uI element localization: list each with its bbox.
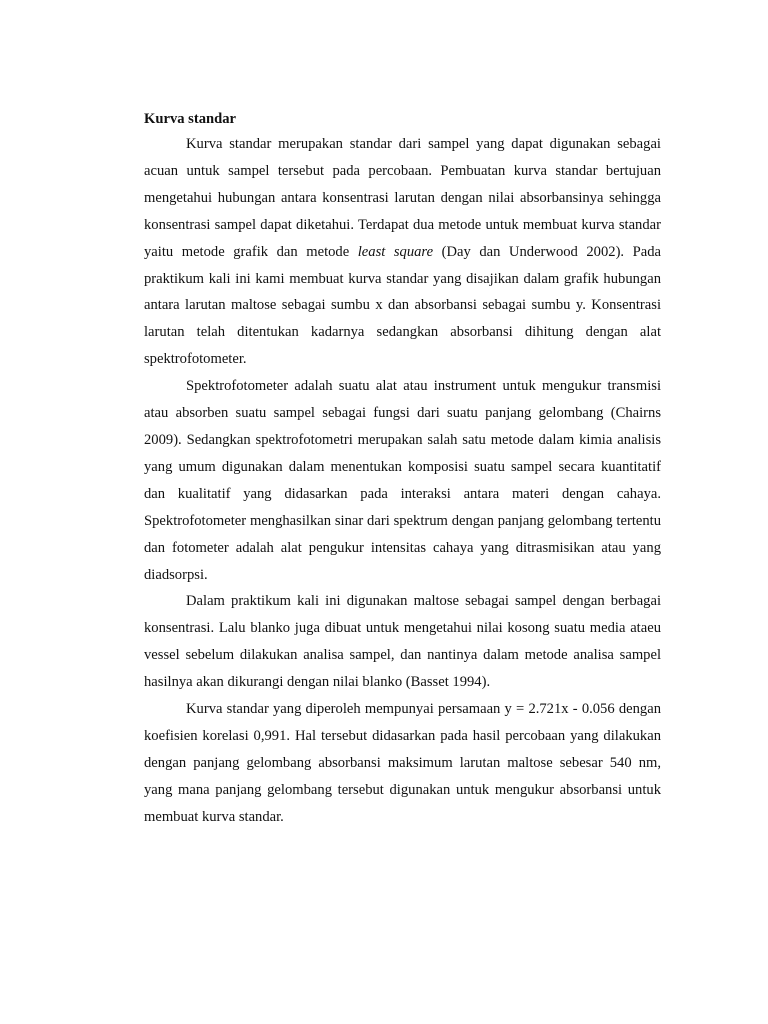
paragraph-1: [144, 131, 661, 373]
paragraph-3: Dalam praktikum kali ini digunakan maltose sebagai sampel dengan berbagai konsentrasi. Lalu blanko juga dibuat untuk mengetahui nilai kosong suatu media ataeu vessel sebelum dilakukan analisa sampel, dan nantinya dalam metode analisa sampel hasilnya akan dikurangi dengan nilai blanko (Basset 1994).: [144, 593, 661, 691]
paragraph-2: Spektrofotometer adalah suatu alat atau instrument untuk mengukur transmisi atau absorben suatu sampel sebagai fungsi dari suatu panjang gelombang (Chairns 2009). Sedangkan spektrofotometri merupakan salah satu metode dalam kimia analisis yang umum digunakan dalam menentukan komposisi suatu sampel secara kuantitatif dan kualitatif yang didasarkan pada interaksi antara materi dengan cahaya. Spektrofotometer menghasilkan sinar dari spektrum dengan panjang gelombang tertentu dan fotometer adalah alat pengukur intensitas cahaya yang ditrasmisikan atau yang diadsorpsi.: [144, 378, 661, 583]
paragraph-4: Kurva standar yang diperoleh mempunyai persamaan y = 2.721x - 0.056 dengan koefisien korelasi 0,991. Hal tersebut didasarkan pada hasil percobaan yang dilakukan dengan panjang gelombang absorbansi maksimum larutan maltose sebesar 540 nm, yang mana panjang gelombang tersebut digunakan untuk mengukur absorbansi untuk membuat kurva standar.: [144, 701, 661, 825]
document-page: [144, 107, 661, 831]
paragraph-1-text-after: (Day dan Underwood 2002). Pada praktikum kali ini kami membuat kurva standar yang disajikan dalam grafik hubungan antara larutan maltose sebagai sumbu x dan absorbansi sebagai sumbu y. Konsentrasi larutan telah ditentukan kadarnya sedangkan absorbansi dihitung dengan alat spektrofotometer.: [144, 243, 661, 368]
paragraph-1-italic-term: least square: [357, 243, 434, 260]
paragraph-1-text-before: Kurva standar merupakan standar dari sampel yang dapat digunakan sebagai acuan untuk sampel tersebut pada percobaan. Pembuatan kurva standar bertujuan mengetahui hubungan antara konsentrasi larutan dengan nilai absorbansinya sehingga konsentrasi sampel dapat diketahui. Terdapat dua metode untuk membuat kurva standar yaitu metode grafik dan metode: [144, 136, 661, 260]
section-heading: Kurva standar: [144, 111, 237, 127]
